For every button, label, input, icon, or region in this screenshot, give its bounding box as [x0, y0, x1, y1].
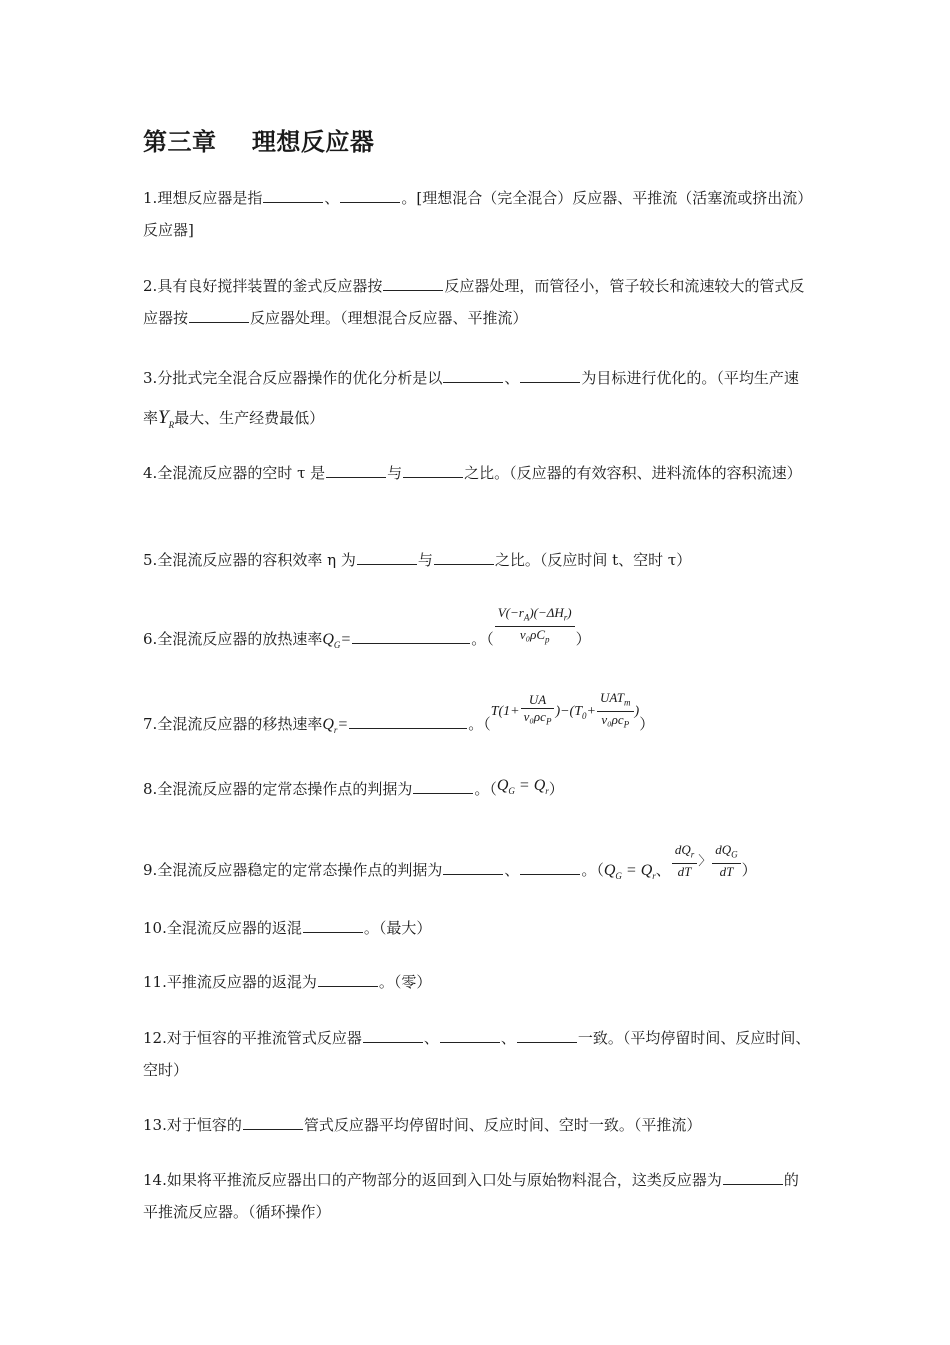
question-8: 8.全混流反应器的定常态操作点的判据为 。$(Q_G = Q_r)$	[143, 777, 564, 798]
question-3: 3.分批式完全混合反应器操作的优化分析是以 、 为目标进行优化的。（平均生产速率$Y_R$最大、生产经费最低）	[143, 358, 811, 445]
blank[interactable]	[189, 304, 249, 323]
qg-symbol: $Q_G$	[322, 631, 341, 651]
blank[interactable]	[318, 968, 378, 987]
steady-state-criterion: $Q_G = Q_r$	[496, 777, 549, 797]
blank[interactable]	[403, 459, 463, 478]
blank[interactable]	[520, 856, 580, 875]
blank[interactable]	[243, 1111, 303, 1130]
blank[interactable]	[443, 856, 503, 875]
question-4: 4.全混流反应器的空时 τ 是 与 之比。（反应器的有效容积、进料流体的容积流速）	[143, 457, 811, 489]
yr-symbol: $Y_R$	[158, 407, 175, 430]
blank[interactable]	[263, 184, 323, 203]
question-1: 1.理想反应器是指 、 。[理想混合（完全混合）反应器、平推流（活塞流或挤出流）反应器]	[143, 182, 811, 246]
blank[interactable]	[383, 272, 443, 291]
question-13: 13.对于恒容的 管式反应器平均停留时间、反应时间、空时一致。（平推流）	[143, 1109, 811, 1141]
blank[interactable]	[352, 625, 470, 644]
stability-criterion-1: $Q_G = Q_r$	[603, 862, 656, 882]
question-14: 14.如果将平推流反应器出口的产物部分的返回到入口处与原始物料混合，这类反应器为 的平推流反应器。（循环操作）	[143, 1164, 811, 1228]
heat-removal-formula: T(1+ $\frac{UA}{v_0\rho c_P}$ )$-(T_0+$ $\frac{UAT_m}{v_0\rho c_P}$ )	[490, 689, 640, 730]
blank[interactable]	[723, 1166, 783, 1185]
blank[interactable]	[363, 1024, 423, 1043]
question-9: 9.全混流反应器稳定的定常态操作点的判据为 、 。（$Q_G = Q_r$、 $\frac{dQ_r}{dT}$ 〉 $\frac{dQ_G}{dT}$ ）	[143, 834, 811, 912]
blank[interactable]	[517, 1024, 577, 1043]
blank[interactable]	[303, 914, 363, 933]
blank[interactable]	[340, 184, 400, 203]
blank[interactable]	[357, 546, 417, 565]
question-7: 7.全混流反应器的移热速率$Q_r=$ 。（T(1+ $\frac{UA}{v_0\rho c_P}$ )$-(T_0+$ $\frac{UAT_m}{v_0\rho c_P}$ )）	[143, 686, 811, 766]
chapter-title: 第三章 理想反应器	[143, 128, 375, 156]
blank[interactable]	[326, 459, 386, 478]
blank[interactable]	[434, 546, 494, 565]
blank[interactable]	[443, 364, 503, 383]
stability-criterion-2: $\frac{dQ_r}{dT}$ 〉 $\frac{dQ_G}{dT}$	[671, 824, 742, 898]
question-12: 12.对于恒容的平推流管式反应器 、 、 一致。（平均停留时间、反应时间、空时）	[143, 1022, 811, 1086]
blank[interactable]	[413, 775, 473, 794]
question-6: 6.全混流反应器的放热速率$Q_G=$ 。（ $\frac{V(-r_A)(-\Delta H_r)}{v_0\rho C_p}$ ）	[143, 604, 591, 651]
question-2: 2.具有良好搅拌装置的釜式反应器按 反应器处理，而管径小，管子较长和流速较大的管式反应器按 反应器处理。（理想混合反应器、平推流）	[143, 270, 811, 334]
question-5: 5.全混流反应器的容积效率 η 为 与 之比。（反应时间 t、空时 τ）	[143, 544, 811, 576]
heat-release-formula: $\frac{V(-r_A)(-\Delta H_r)}{v_0\rho C_p}$	[495, 605, 575, 647]
blank[interactable]	[440, 1024, 500, 1043]
blank[interactable]	[520, 364, 580, 383]
blank[interactable]	[349, 710, 467, 729]
question-10: 10.全混流反应器的返混 。（最大）	[143, 912, 811, 944]
qr-symbol: $Q_r$	[322, 715, 338, 736]
question-11: 11.平推流反应器的返混为 。（零）	[143, 966, 811, 998]
